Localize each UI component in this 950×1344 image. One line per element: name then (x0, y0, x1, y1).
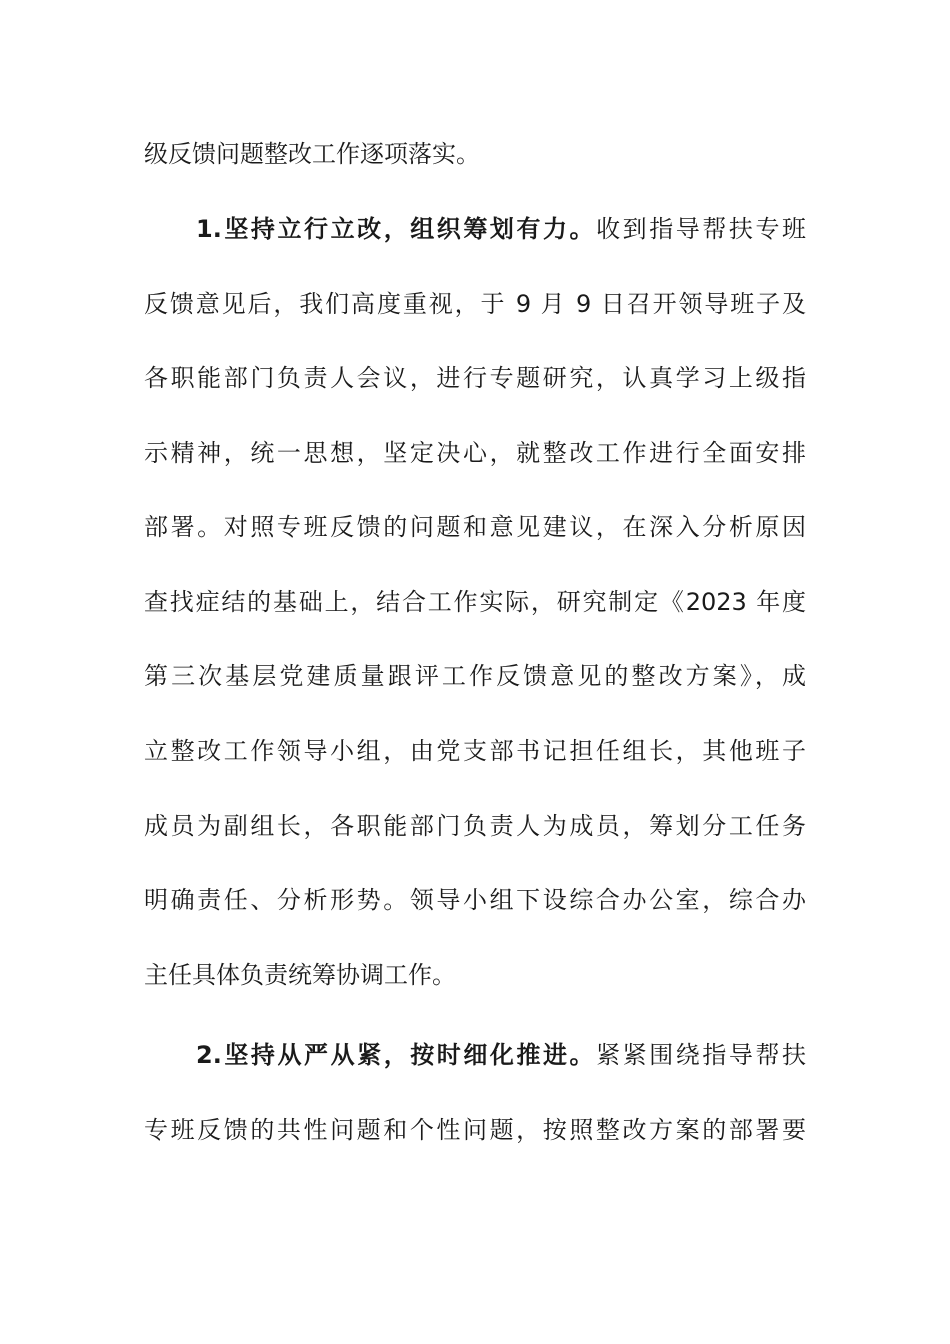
paragraph-1-line-3: 各职能部门负责人会议，进行专题研究，认真学习上级指 (144, 364, 806, 392)
paragraph-1-text: 收到指导帮扶专班 (596, 215, 806, 243)
text: 级反馈问题整改工作逐项落实。 (144, 140, 480, 168)
paragraph-1-heading: 1.坚持立行立改，组织筹划有力。 (196, 215, 597, 243)
paragraph-1-line-2: 反馈意见后，我们高度重视，于 9 月 9 日召开领导班子及 (144, 290, 806, 318)
paragraph-1-line-10: 明确责任、分析形势。领导小组下设综合办公室，综合办 (144, 886, 806, 914)
paragraph-1-line-5: 部署。对照专班反馈的问题和意见建议，在深入分析原因 (144, 513, 806, 541)
paragraph-2-first-line (196, 1039, 806, 1071)
paragraph-1-line-6: 查找症结的基础上，结合工作实际，研究制定《2023 年度 (144, 588, 806, 616)
paragraph-2-text: 紧紧围绕指导帮扶 (596, 1041, 806, 1069)
paragraph-2-heading: 2.坚持从严从紧，按时细化推进。 (196, 1041, 597, 1069)
paragraph-2-line-2: 专班反馈的共性问题和个性问题，按照整改方案的部署要 (144, 1116, 806, 1144)
paragraph-1-line-4: 示精神，统一思想，坚定决心，就整改工作进行全面安排 (144, 439, 806, 467)
paragraph-1-line-7: 第三次基层党建质量跟评工作反馈意见的整改方案》，成 (144, 662, 806, 690)
paragraph-1-line-8: 立整改工作领导小组，由党支部书记担任组长，其他班子 (144, 737, 806, 765)
paragraph-1-line-11: 主任具体负责统筹协调工作。 (144, 961, 456, 989)
paragraph-1-line-9: 成员为副组长，各职能部门负责人为成员，筹划分工任务 (144, 812, 806, 840)
paragraph-1-first-line (196, 213, 806, 245)
text-line-1 (144, 138, 806, 170)
